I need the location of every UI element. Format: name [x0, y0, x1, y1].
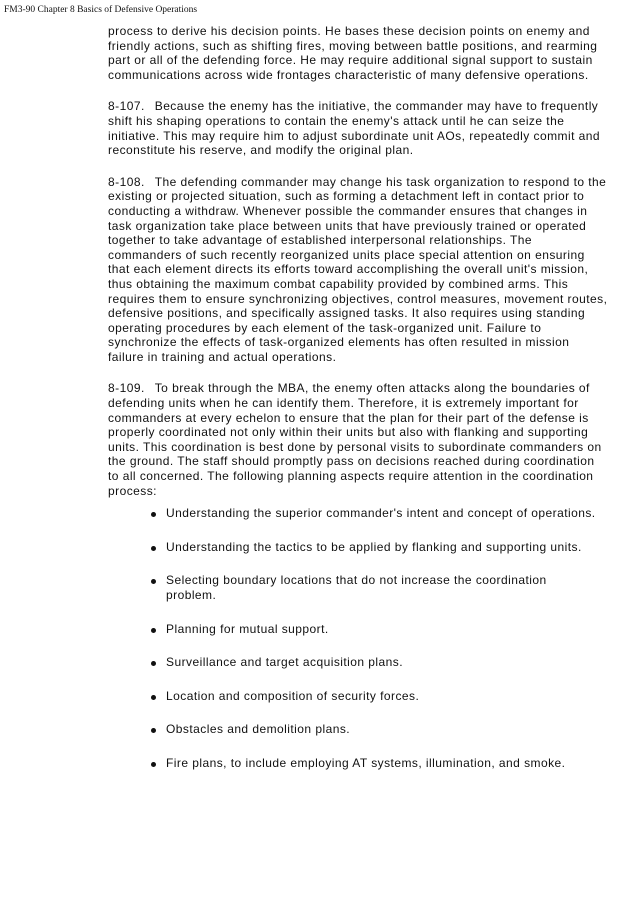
- list-item: [108, 756, 608, 771]
- list-item: [108, 573, 608, 602]
- paragraph-text: To break through the MBA, the enemy often attacks along the boundaries of defending units when he can identify them. Therefore, it is extremely important for commanders at every echelon to ensure that the plan for their part of the defense is properly coordinated not only within their units but also with flanking and supporting units. This coordination is best done by personal visits to subordinate commanders on the ground. The staff should promptly pass on decisions reached during coordination to all concerned. The following planning aspects require attention in the coordination process:: [108, 381, 602, 498]
- paragraph-text: Because the enemy has the initiative, the commander may have to frequently shift his shaping operations to contain the enemy's attack until he can seize the initiative. This may require him to adjust subordinate unit AOs, repeatedly commit and reconstitute his reserve, and modify the original plan.: [108, 99, 601, 158]
- paragraph-number: 8-109.: [108, 381, 145, 396]
- list-item-text: Planning for mutual support.: [166, 621, 329, 636]
- paragraph-8-109: [108, 381, 608, 498]
- list-item: [108, 689, 608, 704]
- list-item-text: Surveillance and target acquisition plans.: [166, 655, 404, 670]
- paragraph-continuation: [108, 24, 608, 82]
- bullet-icon: [151, 579, 156, 584]
- paragraph-number: 8-108.: [108, 174, 145, 189]
- paragraph-8-108: [108, 175, 608, 365]
- list-item-text: Fire plans, to include employing AT systems, illumination, and smoke.: [166, 755, 566, 770]
- paragraph-8-107: [108, 99, 608, 157]
- list-item-text: Understanding the tactics to be applied by flanking and supporting units.: [166, 539, 582, 554]
- bullet-icon: [151, 695, 156, 700]
- list-item: [108, 506, 608, 521]
- list-item: [108, 622, 608, 637]
- list-item: [108, 722, 608, 737]
- bullet-icon: [151, 661, 156, 666]
- paragraph-text: The defending commander may change his task organization to respond to the existing or projected situation, such as forming a detachment left in contact prior to conducting a withdraw. Whenever possible the commander ensures that changes in task organization take place between units that have previously trained or operated together to take advantage of established interpersonal relationships. The commanders of such recently reorganized units place special attention on ensuring that each element directs its efforts toward accomplishing the overall unit's mission, thus obtaining the maximum combat capability provided by combined arms. This requires them to ensure synchronizing objectives, control measures, movement routes, defensive positions, and specifically assigned tasks. It also requires using standing operating procedures by each element of the task-organized unit. Failure to synchronize the effects of task-organized elements has often resulted in mission failure in training and actual operations.: [108, 174, 608, 364]
- bullet-icon: [151, 762, 156, 767]
- paragraph-text: process to derive his decision points. He bases these decision points on enemy and friendly actions, such as shifting fires, moving between battle positions, and rearming part or all of the defending force. He may require additional signal support to sustain communications across wide frontages characteristic of many defensive operations.: [108, 24, 598, 82]
- list-item-text: Location and composition of security forces.: [166, 688, 420, 703]
- coordination-bullet-list: [108, 506, 608, 770]
- bullet-icon: [151, 546, 156, 551]
- bullet-icon: [151, 512, 156, 517]
- running-header: FM3-90 Chapter 8 Basics of Defensive Operations: [4, 5, 198, 15]
- bullet-icon: [151, 628, 156, 633]
- list-item: [108, 655, 608, 670]
- paragraph-number: 8-107.: [108, 99, 145, 114]
- list-item-text: Understanding the superior commander's intent and concept of operations.: [166, 506, 596, 521]
- bullet-icon: [151, 728, 156, 733]
- list-item-text: Selecting boundary locations that do not increase the coordination problem.: [166, 573, 547, 602]
- document-body: [108, 24, 608, 790]
- list-item: [108, 540, 608, 555]
- list-item-text: Obstacles and demolition plans.: [166, 722, 351, 737]
